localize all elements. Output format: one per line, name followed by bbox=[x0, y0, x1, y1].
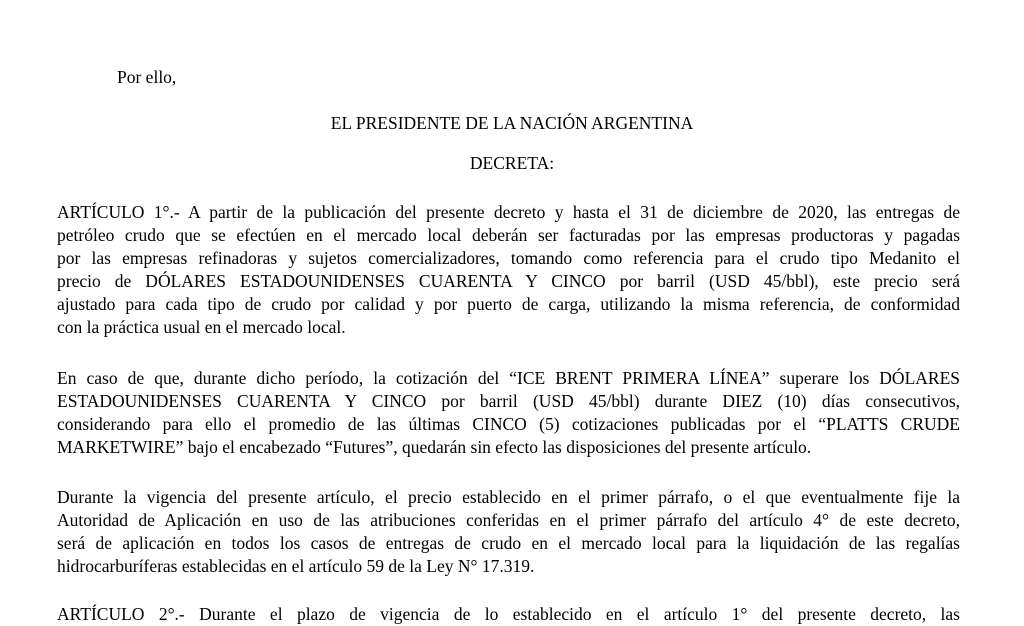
article1-p2-line: considerando para ello el promedio de las últimas CINCO (5) cotizaciones publicadas por el “PLATTS CRUDE bbox=[57, 414, 960, 434]
article1-p1-line: con la práctica usual en el mercado local. bbox=[57, 317, 346, 337]
article1-p3-line: será de aplicación en todos los casos de entregas de crudo en el mercado local para la liquidación de las regalías bbox=[57, 533, 960, 553]
article1-p3-line: hidrocarburíferas establecidas en el artículo 59 de la Ley N° 17.319. bbox=[57, 556, 535, 576]
article1-p2-line: MARKETWIRE” bajo el encabezado “Futures”, quedarán sin efecto las disposiciones del presente artículo. bbox=[57, 437, 812, 457]
article1-p1-line: petróleo crudo que se efectúen en el mercado local deberán ser facturadas por las empresas productoras y pagadas bbox=[57, 225, 960, 245]
article1-p1-line: ARTÍCULO 1°.- A partir de la publicación del presente decreto y hasta el 31 de diciembre de 2020, las entregas de bbox=[57, 202, 960, 222]
article1-p1-line: por las empresas refinadoras y sujetos comercializadores, tomando como referencia para el crudo tipo Medanito el bbox=[57, 248, 960, 268]
heading-decreta: DECRETA: bbox=[469, 153, 555, 173]
intro-text: Por ello, bbox=[117, 67, 177, 87]
article1-p1-line: precio de DÓLARES ESTADOUNIDENSES CUARENTA Y CINCO por barril (USD 45/bbl), este precio será bbox=[57, 271, 960, 291]
article1-p3-line: Autoridad de Aplicación en uso de las atribuciones conferidas en el primer párrafo del artículo 4° de este decreto, bbox=[57, 510, 960, 530]
article1-p2-line: ESTADOUNIDENSES CUARENTA Y CINCO por barril (USD 45/bbl) durante DIEZ (10) días consecutivos, bbox=[57, 391, 960, 411]
article1-p2-line: En caso de que, durante dicho período, la cotización del “ICE BRENT PRIMERA LÍNEA” superare los DÓLARES bbox=[57, 368, 960, 388]
article1-p1-line: ajustado para cada tipo de crudo por calidad y por puerto de carga, utilizando la misma referencia, de conformidad bbox=[57, 294, 960, 314]
article-2-partial-line: ARTÍCULO 2°.- Durante el plazo de vigencia de lo establecido en el artículo 1° del presente decreto, las bbox=[57, 604, 960, 624]
article1-p3-line: Durante la vigencia del presente artículo, el precio establecido en el primer párrafo, o el que eventualmente fije la bbox=[57, 487, 960, 507]
heading-president: EL PRESIDENTE DE LA NACIÓN ARGENTINA bbox=[330, 113, 694, 133]
